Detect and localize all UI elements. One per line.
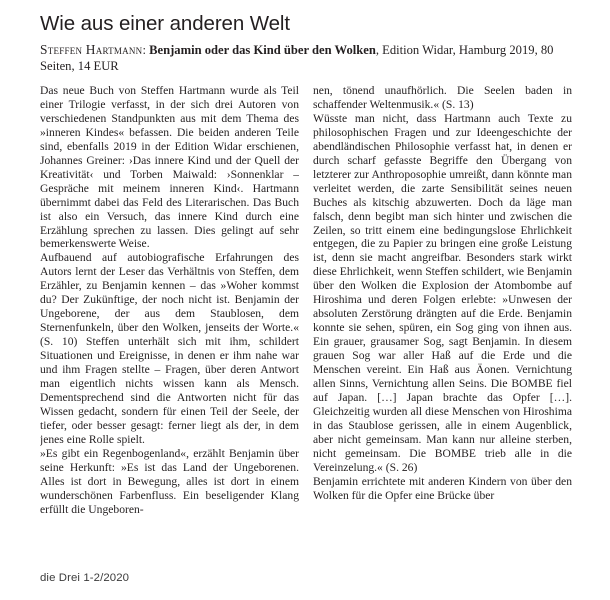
page-title: Wie aus einer anderen Welt (40, 12, 290, 35)
paragraph: »Es gibt ein Regenbogenland«, erzählt Benjamin über seine Herkunft: »Es ist das Land der Ungeborenen. Alles ist dort in Bewegung, alles ist dort in einem wunderschönen Farbenfluss. Ein beseligender Klang erfüllt die Ungeboren- (40, 446, 299, 516)
bibliographic-line (40, 42, 573, 74)
biblio-author: Steffen Hartmann (40, 42, 143, 57)
biblio-separator: : (142, 43, 150, 57)
column-right (313, 84, 572, 554)
page-footer: die Drei 1-2/2020 (40, 572, 130, 584)
paragraph: Aufbauend auf autobiografische Erfahrungen des Autors lernt der Leser das Verhältnis von Steffen, dem Erzähler, zu Benjamin kennen – das »Woher kommst du? Der Zukünftige, der noch nicht ist. Benjamin der Ungeborene, der aus dem Staublosen, dem Sternenfunkeln, über den Wolken, jenseits der Worte.« (S. 10) Steffen unterhält sich mit ihm, schildert Situationen und Ereignisse, in denen er ihm nahe war und ihm Fragen stellte – Fragen, über deren Antwort man eigentlich nichts wissen kann als Mensch. Dementsprechend sind die Antworten nicht für das Wissen gedacht, sondern für einen Teil der Seele, der tiefer, oder besser gesagt: ferner liegt als der, in dem jenes eine Rolle spielt. (40, 251, 299, 446)
biblio-book-title: Benjamin oder das Kind über den Wolken (149, 43, 376, 57)
paragraph: nen, tönend unaufhörlich. Die Seelen baden in schaffender Weltenmusik.« (S. 13) (313, 84, 572, 111)
body-columns (40, 84, 572, 554)
biblio-imprint: , Edition Widar, Hamburg 2019, 80 Seiten, 14 EUR (40, 43, 554, 74)
paragraph: Das neue Buch von Steffen Hartmann wurde als Teil einer Trilogie verfasst, in der sich drei Autoren von verschiedenen Standpunkten aus mit dem Thema des »inneren Kindes« befassen. Die beiden anderen Teile sind, ebenfalls 2019 in der Edition Widar erschienen, Johannes Greiner: ›Das innere Kind und der Quell der Kreativität‹ und Torben Maiwald: ›Sonnenklar – Gespräche mit meinem inneren Kind‹. Hartmann übernimmt dabei das Feld des Literarischen. Das Buch ist also ein Versuch, das innere Kind durch eine Erzählung sprechen zu lassen. Dies gelingt auf sehr bemerkenswerte Weise. (40, 84, 299, 251)
article-header (40, 12, 572, 74)
paragraph: Benjamin errichtete mit anderen Kindern von über den Wolken für die Opfer eine Brücke über (313, 474, 572, 502)
paragraph: Wüsste man nicht, dass Hartmann auch Texte zu philosophischen Fragen und zur Ideengeschichte der abendländischen Philosophie verfasst hat, in denen er durch scharf gefasste Begriffe den Übergang von letzterer zur Anthroposophie umreißt, dann könnte man verleitet werden, die zarte Sensibilität seines neuen Buches als kitschig abzuwerten. Doch da läge man falsch, denn begibt man sich hinter und zwischen die Zeilen, so tritt einem eine bedingungslose Ehrlichkeit entgegen, die zu Papier zu bringen eine große Leistung ist, denn sie macht angreifbar. Besonders stark wirkt diese Ehrlichkeit, wenn Steffen schildert, wie Benjamin über den Wolken die Explosion der Atombombe auf Hiroshima und deren Folgen erlebte: »Unwesen der absoluten Zerstörung drängten auf die Erde. Benjamin konnte sie sehen, spüren, ein Sog ging von ihnen aus. Ein grauer, grausamer Sog, sagt Benjamin. In diesem grauen Sog war aller Haß auf die Erde und die Menschen vereint. Ein Haß aus Äonen. Vernichtung allen Sinns, Vernichtung allen Seins. Die BOMBE fiel auf Japan. […] Japan brachte das Opfer […]. Gleichzeitig wurden all diese Menschen von Hiroshima in das Staublose gerissen, alle in einem Augenblick, aber nicht gemeinsam. Man kann nur alleine sterben, nicht gemeinsam. Die BOMBE trieb alle in die Vereinzelung.« (S. 26) (313, 111, 572, 474)
column-left (40, 84, 299, 554)
